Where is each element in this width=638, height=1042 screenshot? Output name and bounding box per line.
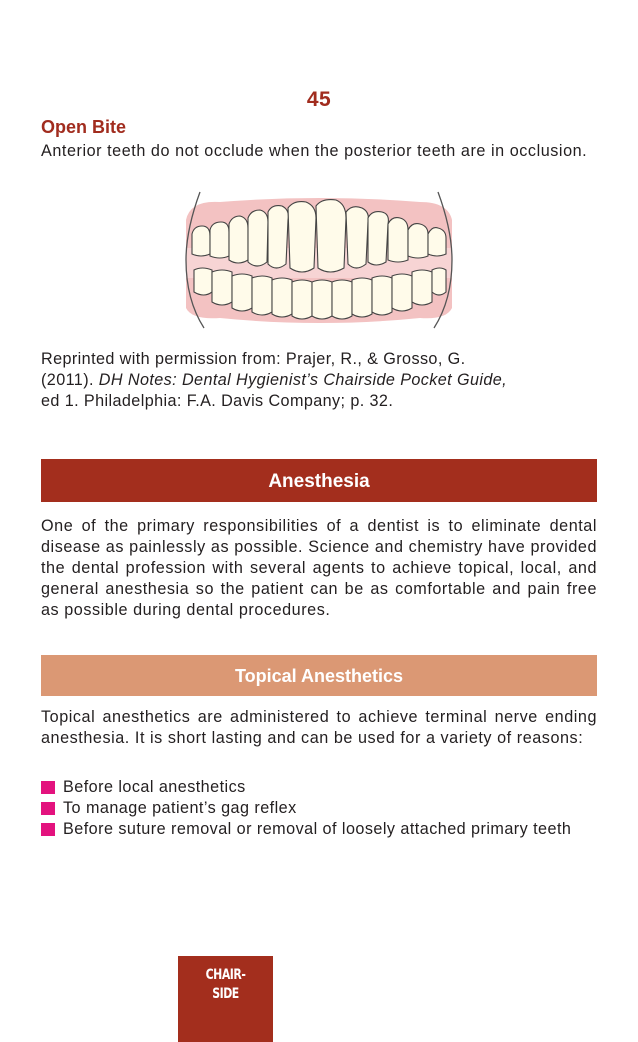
list-item bbox=[41, 819, 601, 840]
page-number: 45 bbox=[306, 88, 332, 111]
topical-anesthetics-list bbox=[41, 777, 601, 840]
anesthesia-body: One of the primary responsibilities of a dentist is to eliminate dental disease as painlessly as possible. Science and chemistry have provided the dental profession with several agents to achieve topical, local, and general anesthesia so the patient can be as comfortable and pain free as possible during dental procedures. bbox=[41, 517, 597, 619]
list-item-text: Before suture removal or removal of loosely attached primary teeth bbox=[63, 820, 572, 838]
square-bullet-icon bbox=[41, 802, 55, 815]
list-item bbox=[41, 777, 601, 798]
citation-line-1: Reprinted with permission from: Prajer, R., & Grosso, G. bbox=[41, 350, 466, 368]
topical-anesthetics-body: Topical anesthetics are administered to achieve terminal nerve ending anesthesia. It is short lasting and can be used for a variety of reasons: bbox=[41, 708, 597, 747]
open-bite-title: Open Bite bbox=[41, 117, 127, 137]
list-item bbox=[41, 798, 601, 819]
citation-publisher: ed 1. Philadelphia: F.A. Davis Company; p. 32. bbox=[41, 392, 394, 410]
anesthesia-heading: Anesthesia bbox=[41, 459, 597, 502]
citation-year: (2011). bbox=[41, 371, 99, 389]
tab-label-line-1: CHAIR- bbox=[205, 967, 246, 983]
citation-book-title: DH Notes: Dental Hygienist’s Chairside Pocket Guide, bbox=[98, 371, 508, 389]
figure-citation bbox=[41, 349, 601, 412]
square-bullet-icon bbox=[41, 781, 55, 794]
chairside-tab[interactable] bbox=[178, 956, 273, 1042]
tab-label-line-2: SIDE bbox=[212, 986, 239, 1002]
list-item-text: Before local anesthetics bbox=[63, 778, 246, 796]
open-bite-teeth-illustration bbox=[180, 190, 460, 330]
topical-anesthetics-heading: Topical Anesthetics bbox=[41, 655, 597, 696]
open-bite-description: Anterior teeth do not occlude when the posterior teeth are in occlusion. bbox=[41, 142, 588, 160]
square-bullet-icon bbox=[41, 823, 55, 836]
list-item-text: To manage patient’s gag reflex bbox=[63, 799, 297, 817]
